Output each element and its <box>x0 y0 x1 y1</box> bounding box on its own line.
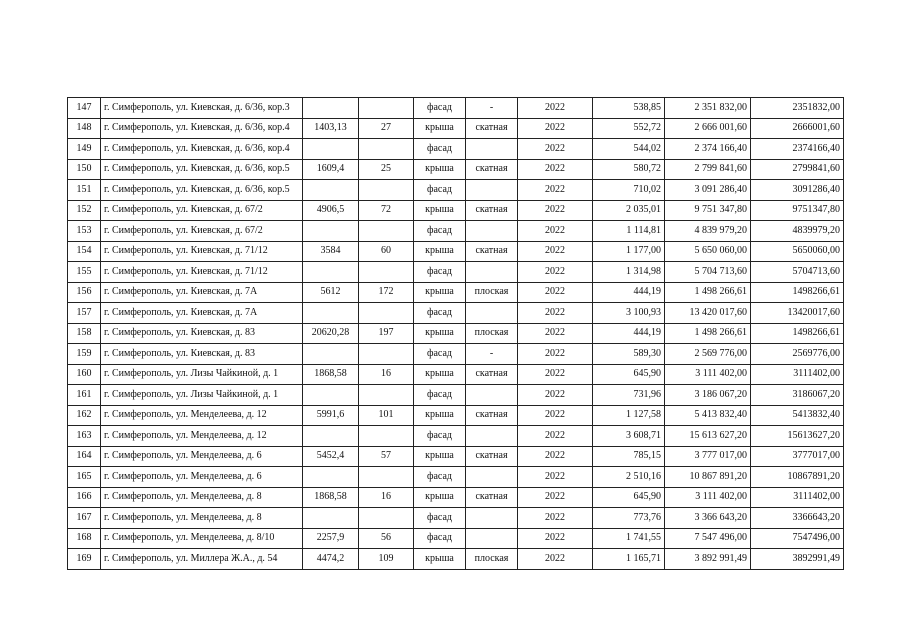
table-row <box>68 405 844 426</box>
element-type-cell: крыша <box>414 118 466 139</box>
year-cell: 2022 <box>518 180 593 201</box>
total-cell: 2666001,60 <box>751 118 844 139</box>
row-number-cell: 166 <box>68 487 101 508</box>
element-type-cell: фасад <box>414 385 466 406</box>
year-cell: 2022 <box>518 549 593 570</box>
address-cell: г. Симферополь, ул. Киевская, д. 83 <box>101 323 303 344</box>
cost-cell: 5 704 713,60 <box>665 262 751 283</box>
unit-cost-cell: 552,72 <box>593 118 665 139</box>
roof-type-cell <box>466 303 518 324</box>
element-type-cell: крыша <box>414 159 466 180</box>
element-type-cell: фасад <box>414 139 466 160</box>
total-cell: 3777017,00 <box>751 446 844 467</box>
row-number-cell: 161 <box>68 385 101 406</box>
area-cell: 1609,4 <box>303 159 359 180</box>
row-number-cell: 165 <box>68 467 101 488</box>
element-type-cell: фасад <box>414 508 466 529</box>
area-cell <box>303 508 359 529</box>
flats-count-cell <box>359 98 414 119</box>
row-number-cell: 157 <box>68 303 101 324</box>
total-cell: 15613627,20 <box>751 426 844 447</box>
address-cell: г. Симферополь, ул. Менделеева, д. 8/10 <box>101 528 303 549</box>
flats-count-cell <box>359 303 414 324</box>
table-row <box>68 344 844 365</box>
unit-cost-cell: 645,90 <box>593 364 665 385</box>
table-row <box>68 180 844 201</box>
document-page <box>67 97 843 570</box>
year-cell: 2022 <box>518 303 593 324</box>
total-cell: 2799841,60 <box>751 159 844 180</box>
row-number-cell: 150 <box>68 159 101 180</box>
year-cell: 2022 <box>518 159 593 180</box>
table-row <box>68 467 844 488</box>
flats-count-cell: 197 <box>359 323 414 344</box>
address-cell: г. Симферополь, ул. Киевская, д. 6/36, кор.5 <box>101 159 303 180</box>
total-cell: 13420017,60 <box>751 303 844 324</box>
element-type-cell: крыша <box>414 446 466 467</box>
area-cell: 20620,28 <box>303 323 359 344</box>
row-number-cell: 147 <box>68 98 101 119</box>
year-cell: 2022 <box>518 262 593 283</box>
total-cell: 3091286,40 <box>751 180 844 201</box>
table-row <box>68 139 844 160</box>
unit-cost-cell: 1 314,98 <box>593 262 665 283</box>
table-row <box>68 323 844 344</box>
year-cell: 2022 <box>518 241 593 262</box>
area-cell <box>303 426 359 447</box>
row-number-cell: 162 <box>68 405 101 426</box>
roof-type-cell <box>466 467 518 488</box>
flats-count-cell: 27 <box>359 118 414 139</box>
unit-cost-cell: 731,96 <box>593 385 665 406</box>
flats-count-cell: 72 <box>359 200 414 221</box>
roof-type-cell <box>466 262 518 283</box>
address-cell: г. Симферополь, ул. Менделеева, д. 12 <box>101 426 303 447</box>
unit-cost-cell: 580,72 <box>593 159 665 180</box>
row-number-cell: 153 <box>68 221 101 242</box>
unit-cost-cell: 2 510,16 <box>593 467 665 488</box>
row-number-cell: 169 <box>68 549 101 570</box>
table-row <box>68 364 844 385</box>
address-cell: г. Симферополь, ул. Миллера Ж.А., д. 54 <box>101 549 303 570</box>
element-type-cell: фасад <box>414 180 466 201</box>
table-row <box>68 385 844 406</box>
area-cell <box>303 180 359 201</box>
area-cell <box>303 98 359 119</box>
table-row <box>68 282 844 303</box>
roof-type-cell <box>466 221 518 242</box>
row-number-cell: 168 <box>68 528 101 549</box>
year-cell: 2022 <box>518 139 593 160</box>
total-cell: 1498266,61 <box>751 282 844 303</box>
year-cell: 2022 <box>518 344 593 365</box>
element-type-cell: крыша <box>414 405 466 426</box>
cost-cell: 2 666 001,60 <box>665 118 751 139</box>
address-cell: г. Симферополь, ул. Киевская, д. 6/36, кор.3 <box>101 98 303 119</box>
address-cell: г. Симферополь, ул. Менделеева, д. 6 <box>101 467 303 488</box>
cost-cell: 3 091 286,40 <box>665 180 751 201</box>
row-number-cell: 155 <box>68 262 101 283</box>
cost-cell: 3 186 067,20 <box>665 385 751 406</box>
flats-count-cell: 60 <box>359 241 414 262</box>
table-row <box>68 200 844 221</box>
element-type-cell: фасад <box>414 262 466 283</box>
area-cell: 3584 <box>303 241 359 262</box>
table-row <box>68 446 844 467</box>
cost-cell: 1 498 266,61 <box>665 323 751 344</box>
cost-cell: 7 547 496,00 <box>665 528 751 549</box>
year-cell: 2022 <box>518 528 593 549</box>
cost-cell: 3 111 402,00 <box>665 364 751 385</box>
flats-count-cell <box>359 508 414 529</box>
total-cell: 10867891,20 <box>751 467 844 488</box>
year-cell: 2022 <box>518 385 593 406</box>
element-type-cell: фасад <box>414 98 466 119</box>
area-cell: 1403,13 <box>303 118 359 139</box>
unit-cost-cell: 2 035,01 <box>593 200 665 221</box>
unit-cost-cell: 444,19 <box>593 282 665 303</box>
cost-cell: 3 366 643,20 <box>665 508 751 529</box>
year-cell: 2022 <box>518 467 593 488</box>
total-cell: 2374166,40 <box>751 139 844 160</box>
row-number-cell: 152 <box>68 200 101 221</box>
flats-count-cell: 109 <box>359 549 414 570</box>
element-type-cell: фасад <box>414 344 466 365</box>
roof-type-cell: - <box>466 344 518 365</box>
address-cell: г. Симферополь, ул. Киевская, д. 67/2 <box>101 200 303 221</box>
total-cell: 7547496,00 <box>751 528 844 549</box>
roof-type-cell: плоская <box>466 323 518 344</box>
cost-cell: 4 839 979,20 <box>665 221 751 242</box>
cost-cell: 5 413 832,40 <box>665 405 751 426</box>
cost-cell: 5 650 060,00 <box>665 241 751 262</box>
flats-count-cell: 172 <box>359 282 414 303</box>
area-cell: 4906,5 <box>303 200 359 221</box>
cost-cell: 2 799 841,60 <box>665 159 751 180</box>
row-number-cell: 158 <box>68 323 101 344</box>
roof-type-cell: плоская <box>466 549 518 570</box>
roof-type-cell: - <box>466 98 518 119</box>
cost-cell: 2 351 832,00 <box>665 98 751 119</box>
flats-count-cell <box>359 467 414 488</box>
roof-type-cell: скатная <box>466 159 518 180</box>
element-type-cell: крыша <box>414 200 466 221</box>
address-cell: г. Симферополь, ул. Киевская, д. 7А <box>101 282 303 303</box>
area-cell <box>303 344 359 365</box>
year-cell: 2022 <box>518 508 593 529</box>
roof-type-cell: скатная <box>466 200 518 221</box>
element-type-cell: крыша <box>414 282 466 303</box>
row-number-cell: 160 <box>68 364 101 385</box>
element-type-cell: крыша <box>414 241 466 262</box>
flats-count-cell <box>359 344 414 365</box>
area-cell <box>303 467 359 488</box>
total-cell: 2351832,00 <box>751 98 844 119</box>
total-cell: 5413832,40 <box>751 405 844 426</box>
row-number-cell: 159 <box>68 344 101 365</box>
row-number-cell: 164 <box>68 446 101 467</box>
address-cell: г. Симферополь, ул. Киевская, д. 6/36, кор.5 <box>101 180 303 201</box>
cost-cell: 1 498 266,61 <box>665 282 751 303</box>
unit-cost-cell: 1 177,00 <box>593 241 665 262</box>
cost-cell: 15 613 627,20 <box>665 426 751 447</box>
total-cell: 3111402,00 <box>751 364 844 385</box>
row-number-cell: 167 <box>68 508 101 529</box>
unit-cost-cell: 538,85 <box>593 98 665 119</box>
table-row <box>68 426 844 447</box>
address-cell: г. Симферополь, ул. Киевская, д. 83 <box>101 344 303 365</box>
element-type-cell: фасад <box>414 426 466 447</box>
address-cell: г. Симферополь, ул. Менделеева, д. 6 <box>101 446 303 467</box>
year-cell: 2022 <box>518 323 593 344</box>
year-cell: 2022 <box>518 426 593 447</box>
address-cell: г. Симферополь, ул. Киевская, д. 6/36, кор.4 <box>101 139 303 160</box>
unit-cost-cell: 785,15 <box>593 446 665 467</box>
total-cell: 3111402,00 <box>751 487 844 508</box>
cost-cell: 3 777 017,00 <box>665 446 751 467</box>
unit-cost-cell: 773,76 <box>593 508 665 529</box>
row-number-cell: 163 <box>68 426 101 447</box>
table-row <box>68 98 844 119</box>
unit-cost-cell: 645,90 <box>593 487 665 508</box>
year-cell: 2022 <box>518 282 593 303</box>
total-cell: 5650060,00 <box>751 241 844 262</box>
address-cell: г. Симферополь, ул. Менделеева, д. 8 <box>101 508 303 529</box>
roof-type-cell: скатная <box>466 446 518 467</box>
flats-count-cell <box>359 262 414 283</box>
unit-cost-cell: 1 127,58 <box>593 405 665 426</box>
year-cell: 2022 <box>518 446 593 467</box>
roof-type-cell: скатная <box>466 118 518 139</box>
roof-type-cell <box>466 385 518 406</box>
flats-count-cell <box>359 180 414 201</box>
area-cell: 1868,58 <box>303 487 359 508</box>
total-cell: 3892991,49 <box>751 549 844 570</box>
area-cell <box>303 303 359 324</box>
area-cell: 1868,58 <box>303 364 359 385</box>
address-cell: г. Симферополь, ул. Киевская, д. 71/12 <box>101 262 303 283</box>
roof-type-cell: плоская <box>466 282 518 303</box>
year-cell: 2022 <box>518 405 593 426</box>
year-cell: 2022 <box>518 200 593 221</box>
table-body <box>68 98 844 570</box>
element-type-cell: крыша <box>414 323 466 344</box>
roof-type-cell: скатная <box>466 364 518 385</box>
cost-cell: 2 569 776,00 <box>665 344 751 365</box>
year-cell: 2022 <box>518 364 593 385</box>
roof-type-cell <box>466 139 518 160</box>
total-cell: 1498266,61 <box>751 323 844 344</box>
address-cell: г. Симферополь, ул. Менделеева, д. 8 <box>101 487 303 508</box>
area-cell: 2257,9 <box>303 528 359 549</box>
table-row <box>68 487 844 508</box>
flats-count-cell: 101 <box>359 405 414 426</box>
roof-type-cell: скатная <box>466 241 518 262</box>
address-cell: г. Симферополь, ул. Лизы Чайкиной, д. 1 <box>101 385 303 406</box>
unit-cost-cell: 444,19 <box>593 323 665 344</box>
area-cell: 5991,6 <box>303 405 359 426</box>
row-number-cell: 151 <box>68 180 101 201</box>
area-cell: 4474,2 <box>303 549 359 570</box>
table-row <box>68 159 844 180</box>
flats-count-cell: 25 <box>359 159 414 180</box>
element-type-cell: фасад <box>414 303 466 324</box>
table-row <box>68 118 844 139</box>
address-cell: г. Симферополь, ул. Киевская, д. 6/36, кор.4 <box>101 118 303 139</box>
roof-type-cell: скатная <box>466 405 518 426</box>
element-type-cell: фасад <box>414 221 466 242</box>
element-type-cell: фасад <box>414 467 466 488</box>
unit-cost-cell: 710,02 <box>593 180 665 201</box>
element-type-cell: крыша <box>414 549 466 570</box>
roof-type-cell <box>466 426 518 447</box>
total-cell: 9751347,80 <box>751 200 844 221</box>
cost-cell: 3 111 402,00 <box>665 487 751 508</box>
roof-type-cell: скатная <box>466 487 518 508</box>
area-cell <box>303 385 359 406</box>
element-type-cell: фасад <box>414 528 466 549</box>
total-cell: 3366643,20 <box>751 508 844 529</box>
table-row <box>68 303 844 324</box>
flats-count-cell: 16 <box>359 487 414 508</box>
cost-cell: 3 892 991,49 <box>665 549 751 570</box>
area-cell <box>303 221 359 242</box>
address-cell: г. Симферополь, ул. Киевская, д. 71/12 <box>101 241 303 262</box>
element-type-cell: крыша <box>414 487 466 508</box>
year-cell: 2022 <box>518 221 593 242</box>
table-row <box>68 241 844 262</box>
flats-count-cell <box>359 139 414 160</box>
unit-cost-cell: 1 114,81 <box>593 221 665 242</box>
unit-cost-cell: 1 741,55 <box>593 528 665 549</box>
address-cell: г. Симферополь, ул. Менделеева, д. 12 <box>101 405 303 426</box>
area-cell <box>303 262 359 283</box>
unit-cost-cell: 1 165,71 <box>593 549 665 570</box>
flats-count-cell: 56 <box>359 528 414 549</box>
table-row <box>68 508 844 529</box>
total-cell: 4839979,20 <box>751 221 844 242</box>
unit-cost-cell: 3 608,71 <box>593 426 665 447</box>
flats-count-cell <box>359 385 414 406</box>
flats-count-cell <box>359 426 414 447</box>
flats-count-cell: 16 <box>359 364 414 385</box>
area-cell <box>303 139 359 160</box>
data-table <box>67 97 844 570</box>
total-cell: 5704713,60 <box>751 262 844 283</box>
unit-cost-cell: 589,30 <box>593 344 665 365</box>
area-cell: 5612 <box>303 282 359 303</box>
table-row <box>68 262 844 283</box>
table-row <box>68 221 844 242</box>
unit-cost-cell: 3 100,93 <box>593 303 665 324</box>
total-cell: 2569776,00 <box>751 344 844 365</box>
year-cell: 2022 <box>518 118 593 139</box>
total-cell: 3186067,20 <box>751 385 844 406</box>
address-cell: г. Симферополь, ул. Киевская, д. 7А <box>101 303 303 324</box>
element-type-cell: крыша <box>414 364 466 385</box>
row-number-cell: 148 <box>68 118 101 139</box>
flats-count-cell <box>359 221 414 242</box>
row-number-cell: 149 <box>68 139 101 160</box>
roof-type-cell <box>466 180 518 201</box>
unit-cost-cell: 544,02 <box>593 139 665 160</box>
flats-count-cell: 57 <box>359 446 414 467</box>
address-cell: г. Симферополь, ул. Лизы Чайкиной, д. 1 <box>101 364 303 385</box>
cost-cell: 10 867 891,20 <box>665 467 751 488</box>
roof-type-cell <box>466 528 518 549</box>
cost-cell: 2 374 166,40 <box>665 139 751 160</box>
table-row <box>68 549 844 570</box>
cost-cell: 9 751 347,80 <box>665 200 751 221</box>
cost-cell: 13 420 017,60 <box>665 303 751 324</box>
year-cell: 2022 <box>518 98 593 119</box>
row-number-cell: 156 <box>68 282 101 303</box>
row-number-cell: 154 <box>68 241 101 262</box>
address-cell: г. Симферополь, ул. Киевская, д. 67/2 <box>101 221 303 242</box>
table-row <box>68 528 844 549</box>
area-cell: 5452,4 <box>303 446 359 467</box>
roof-type-cell <box>466 508 518 529</box>
year-cell: 2022 <box>518 487 593 508</box>
